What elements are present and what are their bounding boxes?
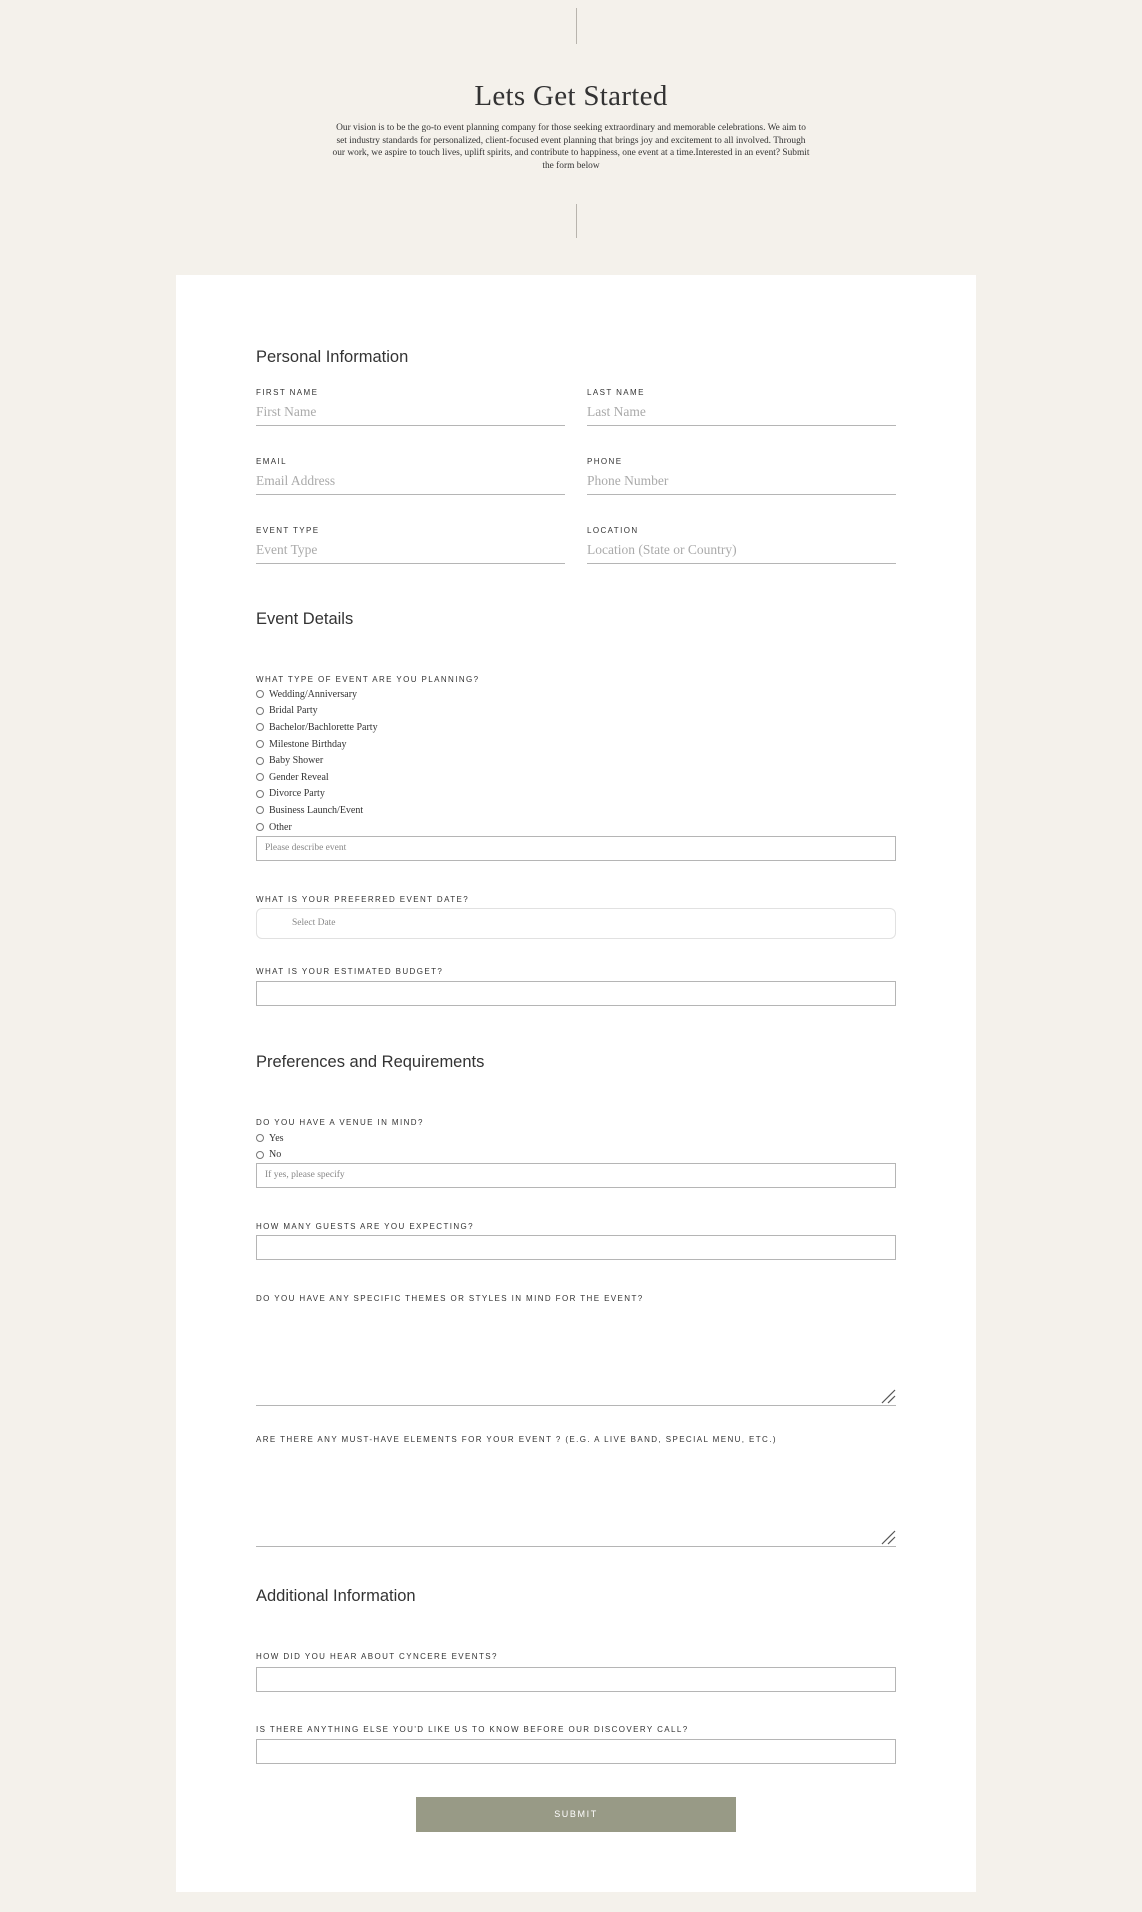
radio-circle-icon[interactable] <box>256 690 264 698</box>
hear-about-input[interactable] <box>256 1667 896 1692</box>
radio-option-bridal-party[interactable] <box>256 703 378 720</box>
radio-label: Divorce Party <box>269 788 325 800</box>
radio-circle-icon[interactable] <box>256 740 264 748</box>
radio-option-divorce-party[interactable] <box>256 786 378 803</box>
event-date-picker[interactable]: Select Date <box>256 908 896 939</box>
radio-option-business-launch[interactable] <box>256 802 378 819</box>
radio-circle-icon[interactable] <box>256 773 264 781</box>
radio-option-bachelor-party[interactable] <box>256 719 378 736</box>
radio-option-other[interactable] <box>256 819 378 836</box>
event-type-question: WHAT TYPE OF EVENT ARE YOU PLANNING? <box>256 675 480 684</box>
event-details-heading: Event Details <box>256 610 354 628</box>
radio-option-gender-reveal[interactable] <box>256 769 378 786</box>
radio-label: Other <box>269 821 292 833</box>
radio-option-venue-no[interactable] <box>256 1147 284 1164</box>
radio-circle-icon[interactable] <box>256 823 264 831</box>
top-divider-line <box>576 8 577 44</box>
radio-label: Bachelor/Bachlorette Party <box>269 721 378 733</box>
hero-section <box>0 80 1142 173</box>
event-type-label: EVENT TYPE <box>256 526 320 535</box>
describe-event-input[interactable]: Please describe event <box>256 836 896 861</box>
radio-option-milestone-birthday[interactable] <box>256 736 378 753</box>
personal-info-heading: Personal Information <box>256 348 409 366</box>
additional-info-heading: Additional Information <box>256 1587 416 1605</box>
radio-label: Wedding/Anniversary <box>269 688 358 700</box>
venue-specify-input[interactable]: If yes, please specify <box>256 1163 896 1188</box>
radio-label: Gender Reveal <box>269 771 329 783</box>
phone-label: PHONE <box>587 457 623 466</box>
venue-question: DO YOU HAVE A VENUE IN MIND? <box>256 1118 424 1127</box>
themes-textarea[interactable] <box>256 1312 896 1406</box>
budget-input[interactable] <box>256 981 896 1006</box>
guests-input[interactable] <box>256 1235 896 1260</box>
radio-circle-icon[interactable] <box>256 707 264 715</box>
radio-option-venue-yes[interactable] <box>256 1130 284 1147</box>
radio-label: Baby Shower <box>269 755 324 767</box>
radio-option-wedding[interactable] <box>256 686 378 703</box>
radio-label: Business Launch/Event <box>269 804 364 816</box>
budget-question: WHAT IS YOUR ESTIMATED BUDGET? <box>256 967 444 976</box>
radio-label: Milestone Birthday <box>269 738 347 750</box>
themes-question: DO YOU HAVE ANY SPECIFIC THEMES OR STYLES IN MIND FOR THE EVENT? <box>256 1294 644 1303</box>
bottom-divider-line <box>576 204 577 238</box>
radio-label: Yes <box>269 1132 284 1144</box>
last-name-label: LAST NAME <box>587 388 645 397</box>
email-label: EMAIL <box>256 457 288 466</box>
radio-option-baby-shower[interactable] <box>256 752 378 769</box>
last-name-field[interactable]: Last Name <box>587 398 896 426</box>
first-name-field[interactable]: First Name <box>256 398 565 426</box>
must-have-textarea[interactable] <box>256 1453 896 1547</box>
event-date-question: WHAT IS YOUR PREFERRED EVENT DATE? <box>256 895 470 904</box>
first-name-label: FIRST NAME <box>256 388 319 397</box>
hear-about-question: HOW DID YOU HEAR ABOUT CYNCERE EVENTS? <box>256 1652 498 1661</box>
location-label: LOCATION <box>587 526 639 535</box>
radio-circle-icon[interactable] <box>256 723 264 731</box>
radio-circle-icon[interactable] <box>256 1151 264 1159</box>
must-have-question: ARE THERE ANY MUST-HAVE ELEMENTS FOR YOUR EVENT ? (E.G. A LIVE BAND, SPECIAL MENU, ETC.) <box>256 1435 777 1444</box>
anything-else-question: IS THERE ANYTHING ELSE YOU'D LIKE US TO KNOW BEFORE OUR DISCOVERY CALL? <box>256 1725 689 1734</box>
preferences-heading: Preferences and Requirements <box>256 1053 485 1071</box>
form-card <box>176 275 976 1892</box>
radio-circle-icon[interactable] <box>256 806 264 814</box>
radio-label: Bridal Party <box>269 705 318 717</box>
phone-field[interactable]: Phone Number <box>587 467 896 495</box>
email-field[interactable]: Email Address <box>256 467 565 495</box>
guests-question: HOW MANY GUESTS ARE YOU EXPECTING? <box>256 1222 475 1231</box>
intro-text: Our vision is to be the go-to event planning company for those seeking extraordinary and memorable celebrations. We aim to set industry standards for personalized, client-focused event planning that brings joy and excitement to all involved. Through our work, we aspire to touch lives, uplift spirits, and contribute to happiness, one event at a time.Interested in an event? Submit the form below <box>332 123 810 172</box>
radio-circle-icon[interactable] <box>256 790 264 798</box>
anything-else-input[interactable] <box>256 1739 896 1764</box>
resize-handle-icon[interactable] <box>881 1530 896 1545</box>
radio-circle-icon[interactable] <box>256 757 264 765</box>
location-field[interactable]: Location (State or Country) <box>587 536 896 564</box>
venue-radio-group <box>256 1130 284 1163</box>
resize-handle-icon[interactable] <box>881 1389 896 1404</box>
event-type-field[interactable]: Event Type <box>256 536 565 564</box>
page-title: Lets Get Started <box>474 80 668 112</box>
submit-button[interactable]: SUBMIT <box>416 1797 736 1832</box>
radio-circle-icon[interactable] <box>256 1134 264 1142</box>
event-type-radio-group <box>256 686 378 835</box>
radio-label: No <box>269 1149 282 1161</box>
